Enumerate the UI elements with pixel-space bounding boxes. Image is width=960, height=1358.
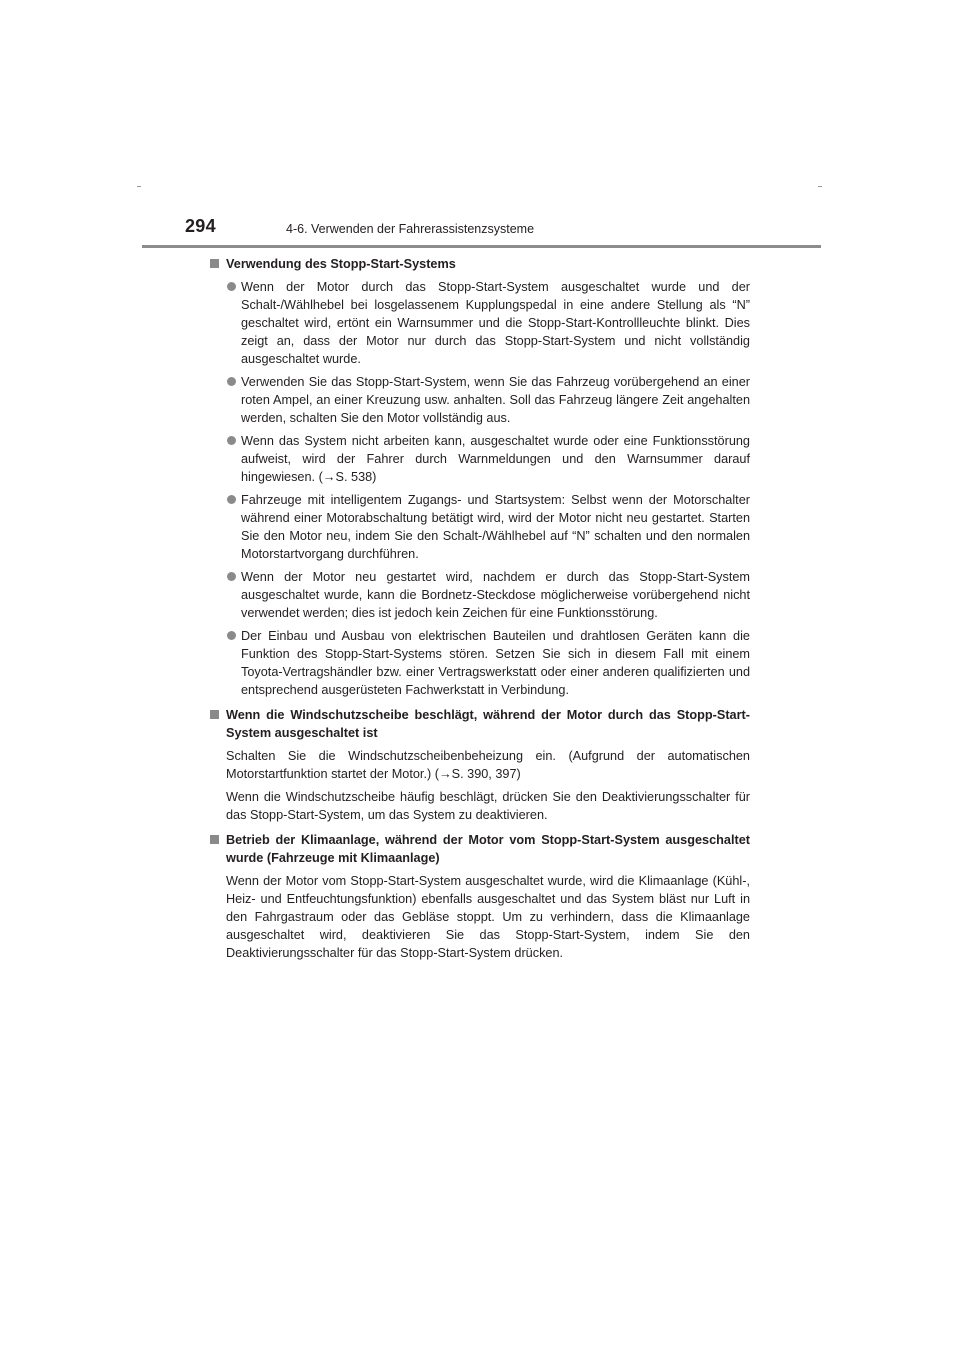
- list-item: [226, 627, 750, 699]
- list-item: [226, 568, 750, 622]
- page-number: 294: [185, 216, 216, 236]
- list-item: [226, 491, 750, 563]
- circle-bullet-icon: [227, 572, 236, 581]
- page-content: [210, 255, 750, 969]
- list-item: [226, 373, 750, 427]
- section-heading: Betrieb der Klimaanlage, während der Motor vom Stopp-Start-System ausgeschaltet wurde (Fahrzeuge mit Klimaanlage): [226, 833, 750, 865]
- circle-bullet-icon: [227, 436, 236, 445]
- list-item-text: Wenn das System nicht arbeiten kann, ausgeschaltet wurde oder eine Funktionsstörung aufweist, wird der Fahrer durch Warnmeldungen und den Warnsummer darauf hingewiesen. (→S. 538): [241, 434, 750, 484]
- circle-bullet-icon: [227, 631, 236, 640]
- list-item: [226, 278, 750, 368]
- square-bullet-icon: [210, 710, 219, 719]
- list-item: [226, 432, 750, 486]
- crop-mark-right: [818, 186, 822, 187]
- page-header: [0, 212, 960, 248]
- header-divider: [142, 245, 821, 248]
- section-heading: Verwendung des Stopp-Start-Systems: [226, 257, 456, 271]
- section-heading: Wenn die Windschutzscheibe beschlägt, während der Motor durch das Stopp-Start-System ausgeschaltet ist: [226, 708, 750, 740]
- square-bullet-icon: [210, 259, 219, 268]
- list-item-text: Wenn der Motor durch das Stopp-Start-System ausgeschaltet wurde und der Schalt-/Wählhebel bei losgelassenem Kupplungspedal in eine andere Stellung als “N” geschaltet wird, ertönt ein Warnsummer und die Stopp-Start-Kontrollleuchte blinkt. Dies zeigt an, dass der Motor nur durch das Stopp-Start-System und nicht vollständig ausgeschaltet wurde.: [241, 280, 750, 366]
- list-item-text: Verwenden Sie das Stopp-Start-System, wenn Sie das Fahrzeug vorübergehend an einer roten Ampel, an einer Kreuzung usw. anhalten. Soll das Fahrzeug längere Zeit angehalten werden, schalten Sie den Motor vollständig aus.: [241, 375, 750, 425]
- circle-bullet-icon: [227, 282, 236, 291]
- list-item-text: Fahrzeuge mit intelligentem Zugangs- und Startsystem: Selbst wenn der Motorschalter während einer Motorabschaltung betätigt wird, wird der Motor nicht neu gestartet. Starten Sie den Motor neu, indem Sie den Schalt-/Wählhebel auf “N” schalten und den normalen Motorstartvorgang durchführen.: [241, 493, 750, 561]
- crop-mark-left: [137, 186, 141, 187]
- chapter-section-title: 4-6. Verwenden der Fahrerassistenzsysteme: [286, 222, 535, 236]
- list-item-text: Der Einbau und Ausbau von elektrischen Bauteilen und drahtlosen Geräten kann die Funktion des Stopp-Start-Systems stören. Setzen Sie sich in diesem Fall mit einem Toyota-Vertragshändler bzw. einer Vertragswerkstatt oder einer anderen qualifizierten und entsprechend ausgerüsteten Fachwerkstatt in Verbindung.: [241, 629, 750, 697]
- section-air-conditioning: [210, 831, 750, 962]
- square-bullet-icon: [210, 835, 219, 844]
- section-stop-start-usage: [210, 255, 750, 699]
- circle-bullet-icon: [227, 495, 236, 504]
- circle-bullet-icon: [227, 377, 236, 386]
- section-windshield-fog: [210, 706, 750, 824]
- list-item-text: Wenn der Motor neu gestartet wird, nachdem er durch das Stopp-Start-System ausgeschaltet wurde, kann die Bordnetz-Steckdose möglicherweise vorübergehend nicht verwendet werden; dies ist jedoch kein Zeichen für eine Funktionsstörung.: [241, 570, 750, 620]
- paragraph: Wenn der Motor vom Stopp-Start-System ausgeschaltet wurde, wird die Klimaanlage (Kühl-, Heiz- und Entfeuchtungsfunktion) ebenfalls ausgeschaltet und das System bläst nur Luft in den Fahrgastraum oder das Gebläse stoppt. Um zu verhindern, dass die Klimaanlage ausgeschaltet wird, deaktivieren Sie das Stopp-Start-System, indem Sie den Deaktivierungsschalter für das Stopp-Start-System drücken.: [226, 874, 750, 960]
- paragraph: Wenn die Windschutzscheibe häufig beschlägt, drücken Sie den Deaktivierungsschalter für das Stopp-Start-System, um das System zu deaktivieren.: [226, 790, 750, 822]
- paragraph: Schalten Sie die Windschutzscheibenbeheizung ein. (Aufgrund der automatischen Motorstartfunktion startet der Motor.) (→S. 390, 397): [226, 749, 750, 781]
